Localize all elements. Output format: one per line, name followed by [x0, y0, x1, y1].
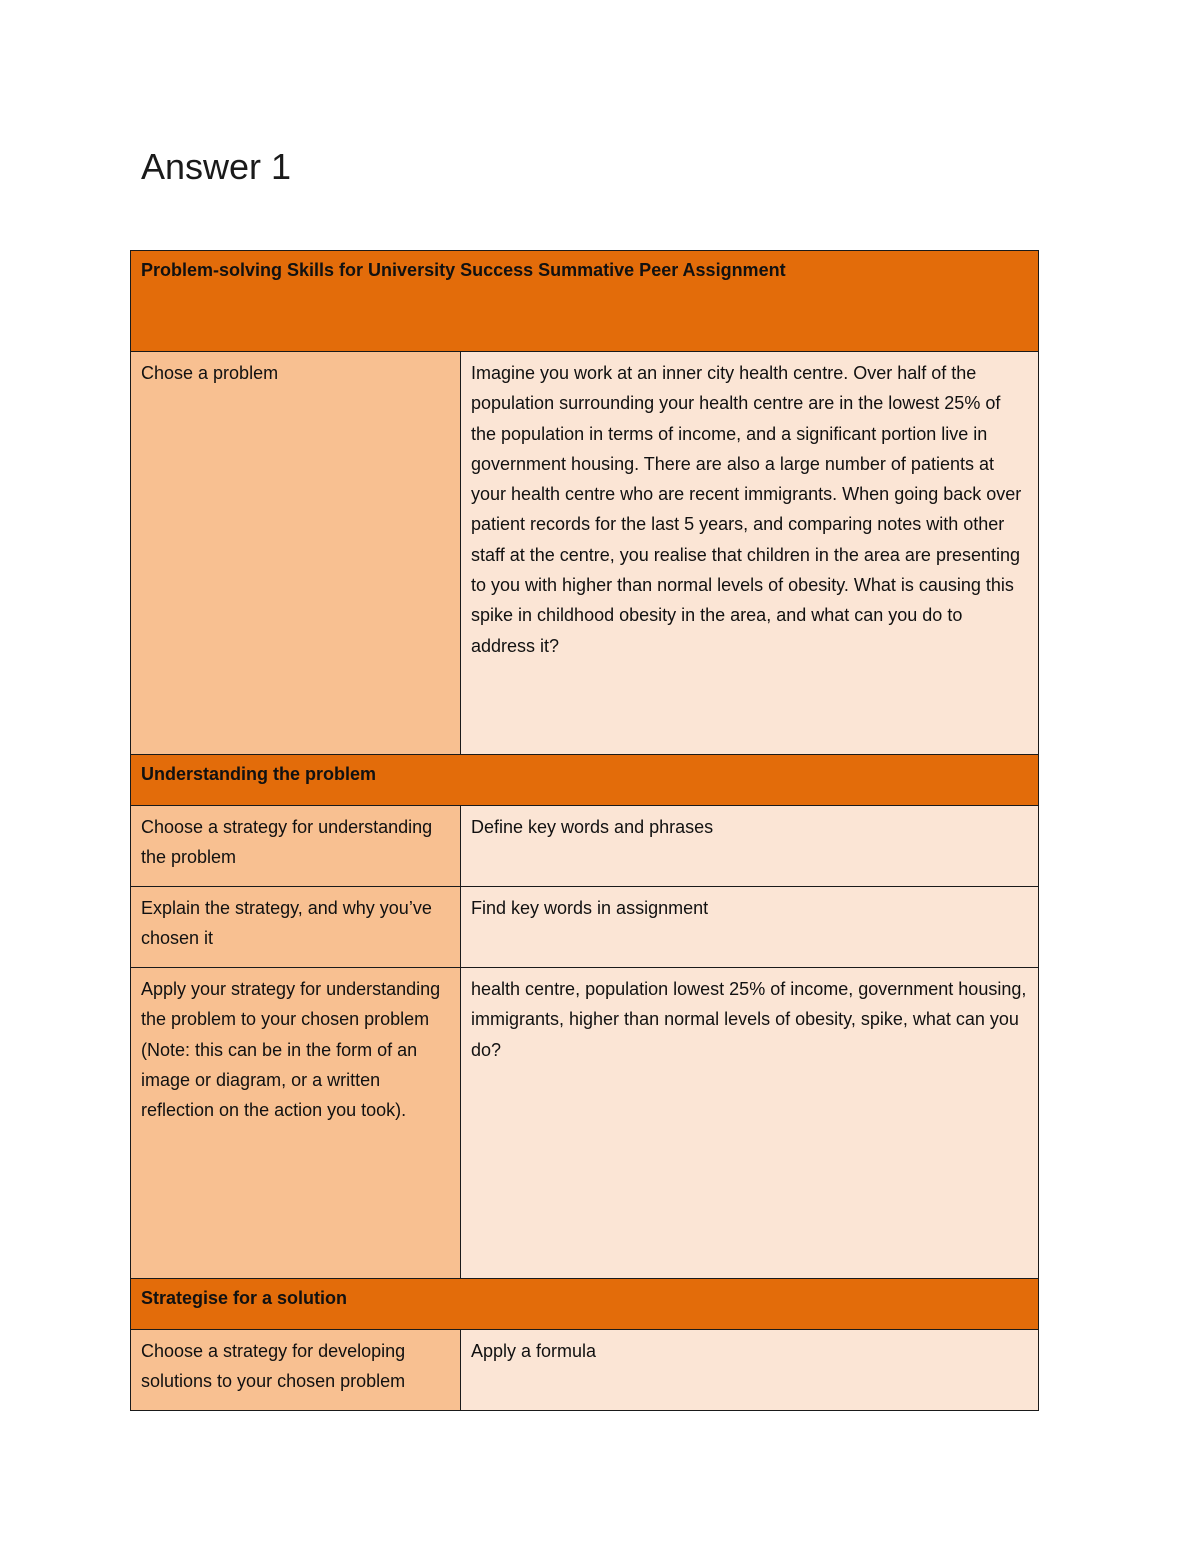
section-heading-row	[131, 755, 1039, 806]
page-title: Answer 1	[141, 146, 292, 187]
assignment-table	[130, 250, 1039, 1411]
table-row	[131, 806, 1039, 887]
table-header-cell: Problem-solving Skills for University Success Summative Peer Assignment	[131, 251, 1039, 352]
row-label-choose-strategy: Choose a strategy for understanding the problem	[131, 806, 461, 887]
table-row	[131, 968, 1039, 1279]
section-heading-understanding: Understanding the problem	[131, 755, 1039, 806]
row-value-choose-strategy: Define key words and phrases	[461, 806, 1039, 887]
section-heading-row	[131, 1279, 1039, 1330]
table-header-row	[131, 251, 1039, 352]
row-value-apply-strategy: health centre, population lowest 25% of income, government housing, immigrants, higher than normal levels of obesity, spike, what can you do?	[461, 968, 1039, 1279]
row-label-apply-strategy: Apply your strategy for understanding the problem to your chosen problem (Note: this can be in the form of an image or diagram, or a written reflection on the action you took).	[131, 968, 461, 1279]
row-value-solution-strategy: Apply a formula	[461, 1330, 1039, 1411]
row-label-solution-strategy: Choose a strategy for developing solutions to your chosen problem	[131, 1330, 461, 1411]
section-heading-strategise: Strategise for a solution	[131, 1279, 1039, 1330]
row-label-explain-strategy: Explain the strategy, and why you’ve chosen it	[131, 887, 461, 968]
row-value-problem-description: Imagine you work at an inner city health centre. Over half of the population surrounding your health centre are in the lowest 25% of the population in terms of income, and a significant portion live in government housing. There are also a large number of patients at your health centre who are recent immigrants. When going back over patient records for the last 5 years, and comparing notes with other staff at the centre, you realise that children in the area are presenting to you with higher than normal levels of obesity. What is causing this spike in childhood obesity in the area, and what can you do to address it?	[461, 352, 1039, 755]
table-row	[131, 352, 1039, 755]
table-row	[131, 887, 1039, 968]
row-value-explain-strategy: Find key words in assignment	[461, 887, 1039, 968]
table-row	[131, 1330, 1039, 1411]
row-label-chose-problem: Chose a problem	[131, 352, 461, 755]
